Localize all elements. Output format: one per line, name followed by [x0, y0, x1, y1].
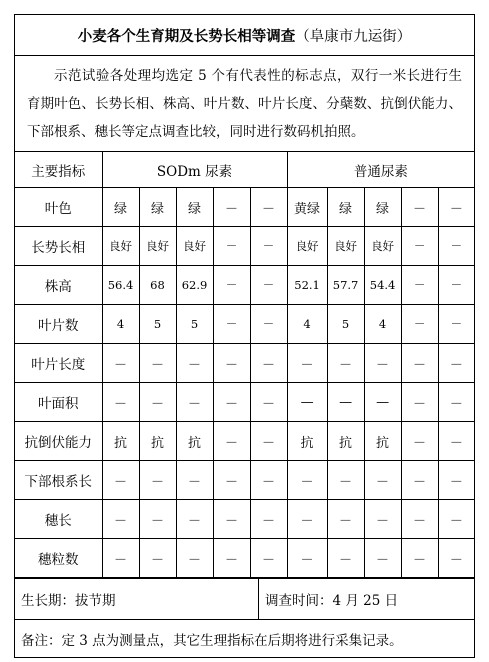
sodm-urea-cell: 抗	[176, 422, 213, 461]
normal-urea-cell: －	[287, 461, 327, 500]
row-label: 叶片数	[15, 305, 102, 344]
table-row	[15, 461, 474, 500]
normal-urea-cell: －	[401, 539, 438, 578]
normal-urea-cell: －	[364, 500, 401, 539]
normal-urea-cell: 5	[327, 305, 364, 344]
title-main: 小麦各个生育期及长势长相等调查	[77, 27, 296, 45]
header-indicator: 主要指标	[15, 152, 102, 188]
normal-urea-cell: －	[438, 344, 474, 383]
sodm-urea-cell: －	[250, 227, 287, 266]
table-row	[15, 422, 474, 461]
table-row	[15, 305, 474, 344]
normal-urea-cell: －	[364, 344, 401, 383]
normal-urea-cell: －	[438, 266, 474, 305]
sodm-urea-cell: －	[250, 539, 287, 578]
sodm-urea-cell: －	[102, 383, 139, 422]
sodm-urea-cell: －	[213, 383, 250, 422]
sodm-urea-cell: 68	[139, 266, 176, 305]
normal-urea-cell: －	[287, 500, 327, 539]
sodm-urea-cell: －	[102, 461, 139, 500]
sodm-urea-cell: －	[139, 539, 176, 578]
normal-urea-cell: －	[287, 539, 327, 578]
sodm-urea-cell: －	[139, 461, 176, 500]
sodm-urea-cell: 5	[176, 305, 213, 344]
sodm-urea-cell: －	[250, 305, 287, 344]
sodm-urea-cell: －	[176, 500, 213, 539]
normal-urea-cell: －	[327, 461, 364, 500]
table-row	[15, 188, 474, 227]
normal-urea-cell: 54.4	[364, 266, 401, 305]
normal-urea-cell: —	[287, 383, 327, 422]
sodm-urea-cell: －	[250, 344, 287, 383]
sodm-urea-cell: 绿	[139, 188, 176, 227]
normal-urea-cell: 黄绿	[287, 188, 327, 227]
sodm-urea-cell: 良好	[102, 227, 139, 266]
normal-urea-cell: －	[401, 344, 438, 383]
header-normal-urea: 普通尿素	[287, 152, 474, 188]
normal-urea-cell: 绿	[364, 188, 401, 227]
sodm-urea-cell: 良好	[176, 227, 213, 266]
normal-urea-cell: －	[401, 422, 438, 461]
normal-urea-cell: 良好	[287, 227, 327, 266]
normal-urea-cell: —	[327, 383, 364, 422]
normal-urea-cell: －	[438, 305, 474, 344]
normal-urea-cell: 4	[287, 305, 327, 344]
sodm-urea-cell: －	[213, 461, 250, 500]
table-row	[15, 383, 474, 422]
intro-paragraph: 示范试验各处理均选定 5 个有代表性的标志点，双行一米长进行生育期叶色、长势长相、株高、叶片数、叶片长度、分蘖数、抗倒伏能力、下部根系、穗长等定点调查比较，同时进行数码机拍照。	[15, 56, 474, 152]
sodm-urea-cell: 62.9	[176, 266, 213, 305]
sodm-urea-cell: －	[102, 344, 139, 383]
normal-urea-cell: 抗	[327, 422, 364, 461]
sodm-urea-cell: －	[213, 422, 250, 461]
sodm-urea-cell: －	[250, 461, 287, 500]
growth-stage: 生长期：拔节期	[15, 579, 259, 619]
normal-urea-cell: 4	[364, 305, 401, 344]
normal-urea-cell: －	[438, 422, 474, 461]
remarks: 备注：定 3 点为测量点，其它生理指标在后期将进行采集记录。	[15, 619, 474, 657]
normal-urea-cell: －	[438, 188, 474, 227]
row-label: 抗倒伏能力	[15, 422, 102, 461]
sodm-urea-cell: 4	[102, 305, 139, 344]
row-label: 叶片长度	[15, 344, 102, 383]
document-title	[15, 15, 474, 56]
normal-urea-cell: 抗	[287, 422, 327, 461]
normal-urea-cell: －	[401, 188, 438, 227]
normal-urea-cell: —	[364, 383, 401, 422]
normal-urea-cell: －	[364, 539, 401, 578]
sodm-urea-cell: －	[139, 500, 176, 539]
sodm-urea-cell: 5	[139, 305, 176, 344]
sodm-urea-cell: 56.4	[102, 266, 139, 305]
sodm-urea-cell: 绿	[176, 188, 213, 227]
normal-urea-cell: －	[438, 539, 474, 578]
normal-urea-cell: －	[438, 227, 474, 266]
sodm-urea-cell: －	[176, 344, 213, 383]
row-label: 长势长相	[15, 227, 102, 266]
sodm-urea-cell: －	[250, 500, 287, 539]
sodm-urea-cell: －	[213, 539, 250, 578]
sodm-urea-cell: 抗	[102, 422, 139, 461]
sodm-urea-cell: －	[176, 539, 213, 578]
row-label: 叶色	[15, 188, 102, 227]
sodm-urea-cell: －	[213, 305, 250, 344]
title-location: （阜康市九运街）	[295, 28, 412, 45]
normal-urea-cell: －	[327, 500, 364, 539]
survey-time: 调查时间：4 月 25 日	[265, 593, 399, 609]
normal-urea-cell: －	[364, 461, 401, 500]
table-row	[15, 344, 474, 383]
header-sodm-urea: SODm 尿素	[102, 152, 287, 188]
sodm-urea-cell: －	[213, 266, 250, 305]
row-label: 穗长	[15, 500, 102, 539]
normal-urea-cell: 抗	[364, 422, 401, 461]
normal-urea-cell: －	[287, 344, 327, 383]
normal-urea-cell: －	[401, 500, 438, 539]
table-row	[15, 227, 474, 266]
table-row	[15, 266, 474, 305]
normal-urea-cell: －	[401, 305, 438, 344]
normal-urea-cell: 绿	[327, 188, 364, 227]
sodm-urea-cell: －	[139, 383, 176, 422]
normal-urea-cell: －	[401, 461, 438, 500]
row-label: 叶面积	[15, 383, 102, 422]
sodm-urea-cell: －	[176, 383, 213, 422]
normal-urea-cell: 52.1	[287, 266, 327, 305]
normal-urea-cell: －	[327, 344, 364, 383]
sodm-urea-cell: 绿	[102, 188, 139, 227]
normal-urea-cell: －	[327, 539, 364, 578]
normal-urea-cell: 良好	[364, 227, 401, 266]
normal-urea-cell: －	[438, 461, 474, 500]
normal-urea-cell: 57.7	[327, 266, 364, 305]
normal-urea-cell: 良好	[327, 227, 364, 266]
normal-urea-cell: －	[401, 227, 438, 266]
survey-sheet	[14, 14, 475, 658]
sodm-urea-cell: －	[250, 422, 287, 461]
row-label: 株高	[15, 266, 102, 305]
table-header-row	[15, 152, 474, 188]
sodm-urea-cell: －	[250, 266, 287, 305]
survey-table	[15, 152, 474, 578]
sodm-urea-cell: 良好	[139, 227, 176, 266]
normal-urea-cell: －	[401, 266, 438, 305]
sodm-urea-cell: －	[176, 461, 213, 500]
sodm-urea-cell: －	[102, 539, 139, 578]
sodm-urea-cell: －	[250, 383, 287, 422]
row-label: 下部根系长	[15, 461, 102, 500]
normal-urea-cell: －	[401, 383, 438, 422]
sodm-urea-cell: －	[213, 188, 250, 227]
sodm-urea-cell: －	[250, 188, 287, 227]
sodm-urea-cell: －	[102, 500, 139, 539]
sodm-urea-cell: －	[213, 344, 250, 383]
normal-urea-cell: －	[438, 500, 474, 539]
sodm-urea-cell: 抗	[139, 422, 176, 461]
footer-row	[15, 578, 474, 619]
sodm-urea-cell: －	[213, 227, 250, 266]
sodm-urea-cell: －	[213, 500, 250, 539]
table-row	[15, 539, 474, 578]
row-label: 穗粒数	[15, 539, 102, 578]
sodm-urea-cell: －	[139, 344, 176, 383]
normal-urea-cell: －	[438, 383, 474, 422]
table-row	[15, 500, 474, 539]
